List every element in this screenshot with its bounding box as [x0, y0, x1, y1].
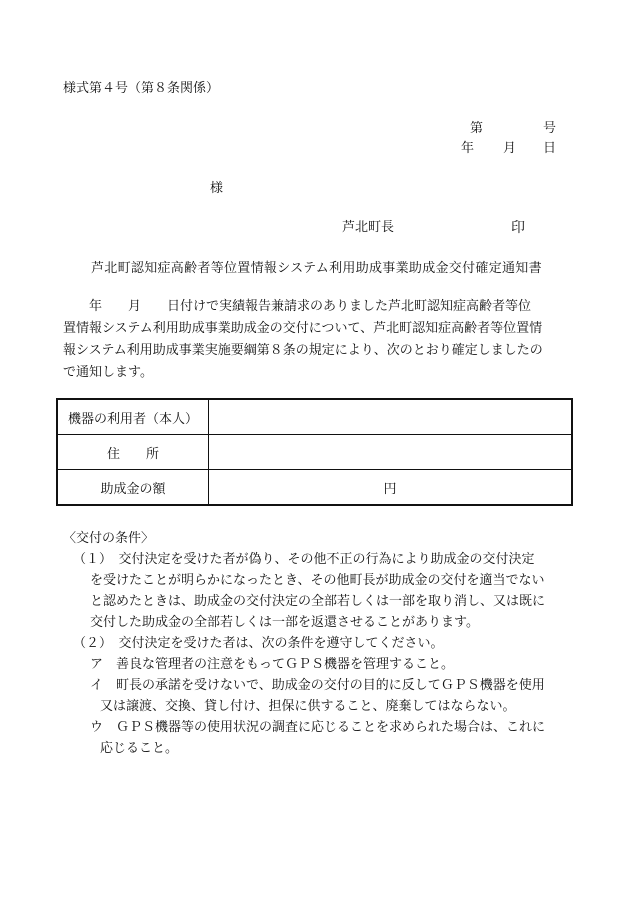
date-month: 月: [503, 141, 517, 156]
info-table: [56, 398, 573, 506]
date-day: 日: [542, 141, 556, 156]
condition-line: ウ ＧＰＳ機器等の使用状況の調査に応じることを求められた場合は、これに: [90, 720, 546, 735]
subsidy-amount-value: 円: [209, 470, 573, 506]
addressee-honorific: 様: [210, 181, 224, 196]
body-line: で通知します。: [63, 365, 153, 380]
grant-conditions: [63, 528, 573, 759]
table-row: [57, 435, 572, 470]
user-value: [209, 399, 573, 435]
condition-line: 応じること。: [100, 741, 179, 756]
address-label: 住 所: [57, 435, 209, 470]
table-row: [57, 470, 572, 506]
condition-line: （２） 交付決定を受けた者は、次の条件を遵守してください。: [73, 636, 444, 651]
condition-line: と認めたときは、助成金の交付決定の全部若しくは一部を取り消し、又は既に: [90, 594, 546, 609]
condition-line: 交付した助成金の全部若しくは一部を返還させることがあります。: [90, 615, 479, 630]
condition-line: 又は譲渡、交換、貸し付け、担保に供すること、廃棄してはならない。: [100, 699, 516, 714]
condition-line: を受けたことが明らかになったとき、その他町長が助成金の交付を適当でない: [90, 573, 545, 588]
issuer-name: 芦北町長: [342, 220, 395, 235]
table-row: [57, 399, 572, 435]
subsidy-amount-label: 助成金の額: [57, 470, 209, 506]
condition-line: ア 善良な管理者の注意をもってＧＰＳ機器を管理すること。: [90, 657, 455, 672]
date-year: 年: [461, 141, 475, 156]
seal-mark: 印: [511, 220, 525, 236]
conditions-heading: 〈交付の条件〉: [63, 531, 155, 546]
body-line: 報システム利用助成事業実施要綱第８条の規定により、次のとおり確定しましたの: [63, 343, 543, 358]
condition-line: （１） 交付決定を受けた者が偽り、その他不正の行為により助成金の交付決定: [73, 552, 535, 567]
document-title: 芦北町認知症高齢者等位置情報システム利用助成事業助成金交付確定通知書: [91, 261, 542, 276]
number-suffix: 号: [542, 121, 556, 136]
condition-line: イ 町長の承諾を受けないで、助成金の交付の目的に反してＧＰＳ機器を使用: [90, 678, 545, 693]
number-prefix: 第: [470, 121, 484, 136]
body-line: 年 月 日付けで実績報告兼請求のありました芦北町認知症高齢者等位: [63, 299, 532, 314]
body-line: 置情報システム利用助成事業助成金の交付について、芦北町認知症高齢者等位置情: [63, 321, 543, 336]
address-value: [209, 435, 573, 470]
form-id: 様式第４号（第８条関係）: [63, 81, 220, 96]
user-label: 機器の利用者（本人）: [57, 399, 209, 435]
notice-body: [63, 296, 563, 384]
